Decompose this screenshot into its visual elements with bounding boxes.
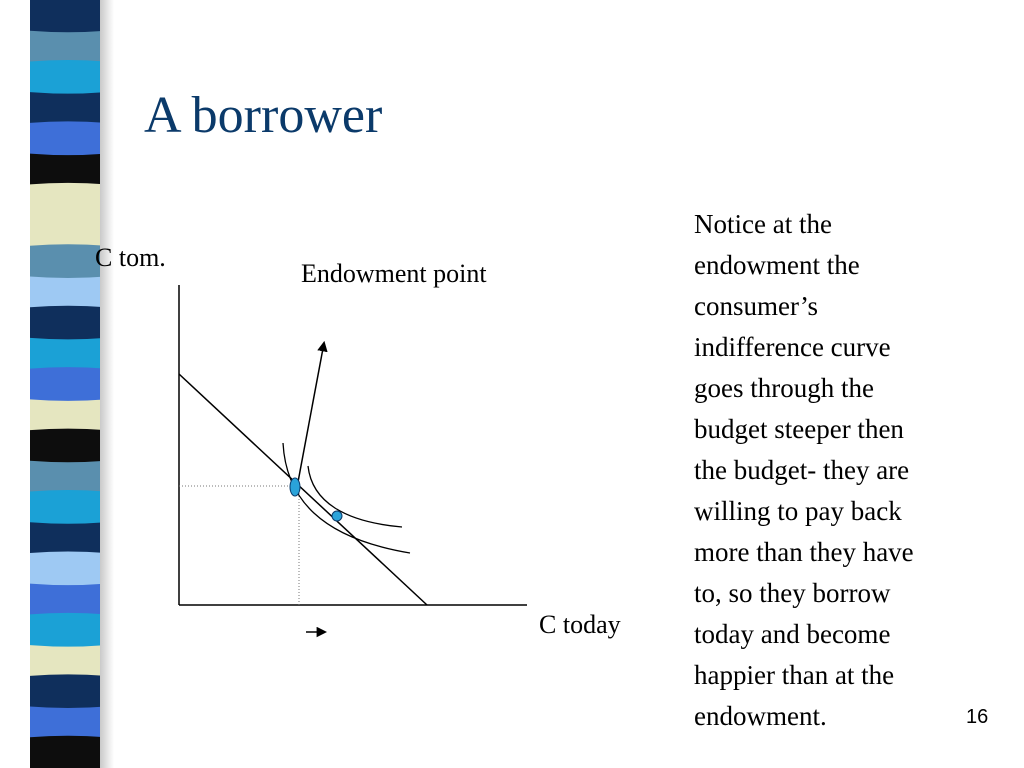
explanation-line: endowment the	[694, 250, 860, 280]
y-axis-label: C tom.	[95, 243, 166, 272]
endowment-point-label: Endowment point	[301, 259, 487, 288]
indifference-curve-higher	[308, 466, 402, 527]
explanation-line: endowment.	[694, 701, 827, 731]
arrow-up-icon	[298, 343, 324, 482]
explanation-line: indifference curve	[694, 332, 891, 362]
explanation-line: budget steeper then	[694, 414, 904, 444]
x-axis-label: C today	[539, 610, 621, 639]
endowment-point-marker	[290, 478, 300, 496]
page-number: 16	[966, 706, 989, 728]
budget-line	[179, 374, 427, 605]
explanation-line: Notice at the	[694, 209, 832, 239]
explanation-line: willing to pay back	[694, 496, 902, 526]
slide-title: A borrower	[144, 87, 383, 144]
explanation-line: happier than at the	[694, 660, 895, 690]
explanation-line: more than they have	[694, 537, 914, 567]
explanation-line: consumer’s	[694, 291, 818, 321]
optimal-point-marker	[332, 511, 342, 521]
explanation-line: to, so they borrow	[694, 578, 891, 608]
explanation-line: today and become	[694, 619, 891, 649]
explanation-text	[694, 204, 994, 737]
explanation-line: goes through the	[694, 373, 874, 403]
explanation-line: the budget- they are	[694, 455, 910, 485]
